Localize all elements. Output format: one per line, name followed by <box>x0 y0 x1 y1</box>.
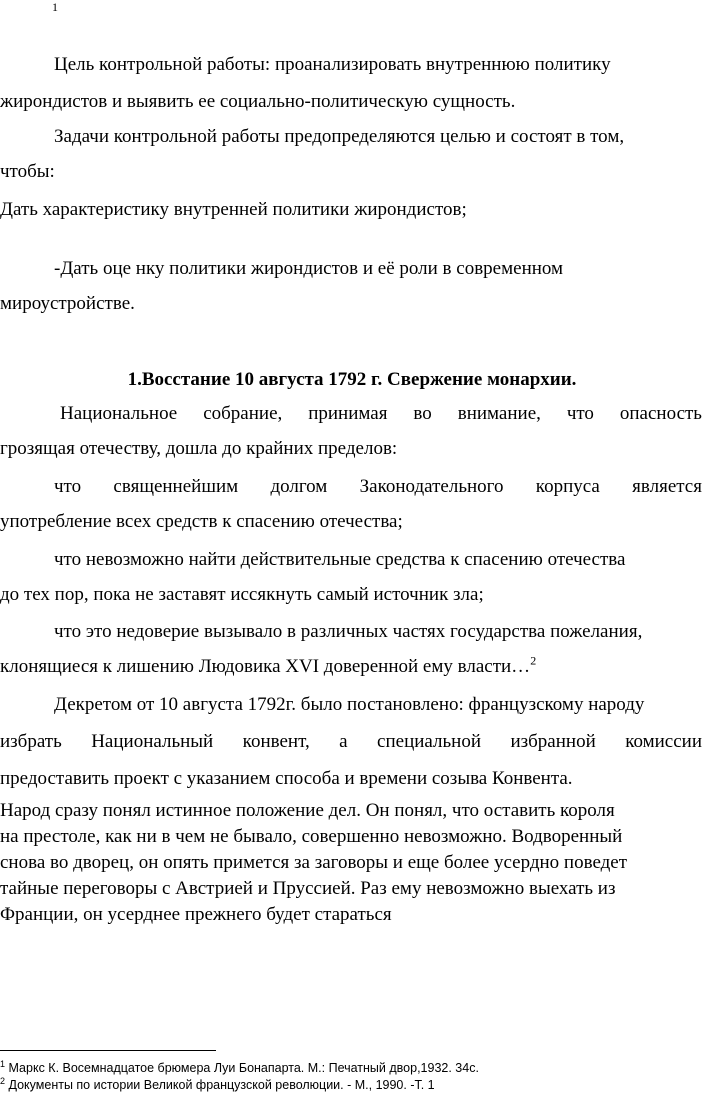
word: специальной <box>377 731 481 752</box>
footnote-number: 2 <box>0 1075 6 1086</box>
section-p2-line2: употребление всех средств к спасению отечества; <box>0 511 403 532</box>
section-p3-line2: до тех пор, пока не заставят иссякнуть самый источник зла; <box>0 584 484 605</box>
word: конвент, <box>242 731 310 752</box>
intro-item2-line1: -Дать оце нку политики жирондистов и её роли в современном <box>54 258 564 279</box>
section-p4-line2-text: клонящиеся к лишению Людовика XVI доверенной ему власти… <box>0 656 531 677</box>
intro-p2-line1: Задачи контрольной работы предопределяются целью и состоят в том, <box>54 126 625 147</box>
intro-p2-line2: чтобы: <box>0 161 55 182</box>
word: священнейшим <box>113 476 239 497</box>
section-p2-line1 <box>54 476 702 498</box>
section-p3-line1: что невозможно найти действительные средства к спасению отечества <box>54 549 626 570</box>
word: внимание, <box>457 403 541 424</box>
section-p5-line3: предоставить проект с указанием способа и времени созыва Конвента. <box>0 768 573 789</box>
intro-p1-line2: жирондистов и выявить ее социально-политическую сущность. <box>0 91 516 112</box>
word: что <box>54 476 82 497</box>
word: Национальное <box>60 403 178 424</box>
word: во <box>413 403 432 424</box>
footnote-text: Маркс К. Восемнадцатое брюмера Луи Бонапарта. М.: Печатный двор,1932. 34с. <box>8 1061 479 1075</box>
section-p4-line2 <box>0 653 704 678</box>
word: избрать <box>0 731 62 752</box>
word: опасность <box>619 403 702 424</box>
section-p1-line1 <box>60 403 702 425</box>
footnote-separator <box>0 1050 216 1051</box>
section-p6-line5: Франции, он усерднее прежнего будет стараться <box>0 904 392 925</box>
footnote-1 <box>0 1060 479 1076</box>
intro-item1: Дать характеристику внутренней политики жирондистов; <box>0 199 467 220</box>
word: Законодательного <box>359 476 504 497</box>
section-p6-line4: тайные переговоры с Австрией и Пруссией. Раз ему невозможно выехать из <box>0 878 616 899</box>
section-p5-line2 <box>0 731 702 753</box>
word: Национальный <box>91 731 214 752</box>
footnote-ref-2[interactable]: 2 <box>530 653 537 668</box>
section-p1-line2: грозящая отечеству, дошла до крайних пределов: <box>0 438 398 459</box>
intro-p1-line1: Цель контрольной работы: проанализировать внутреннюю политику <box>54 54 611 75</box>
footnote-text: Документы по истории Великой французской революции. - М., 1990. -Т. 1 <box>8 1078 435 1092</box>
section-p5-line1: Декретом от 10 августа 1792г. было постановлено: французскому народу <box>54 694 645 715</box>
word: что <box>566 403 594 424</box>
section-p6-line3: снова во дворец, он опять примется за заговоры и еще более усердно поведет <box>0 852 628 873</box>
section-p6-line2: на престоле, как ни в чем не бывало, совершенно невозможно. Водворенный <box>0 826 623 847</box>
word: комиссии <box>625 731 702 752</box>
word: корпуса <box>535 476 600 497</box>
word: принимая <box>308 403 388 424</box>
footnote-2 <box>0 1077 435 1093</box>
word: является <box>632 476 702 497</box>
section-p6-line1: Народ сразу понял истинное положение дел. Он понял, что оставить короля <box>0 800 615 821</box>
footnote-number: 1 <box>0 1058 6 1069</box>
word: собрание, <box>203 403 283 424</box>
word: а <box>339 731 348 752</box>
page-number: 1 <box>52 0 58 14</box>
section-heading: 1.Восстание 10 августа 1792 г. Свержение монархии. <box>127 369 577 390</box>
word: долгом <box>270 476 328 497</box>
intro-item2-line2: мироустройстве. <box>0 293 135 314</box>
section-p4-line1: что это недоверие вызывало в различных частях государства пожелания, <box>54 621 643 642</box>
word: избранной <box>510 731 596 752</box>
